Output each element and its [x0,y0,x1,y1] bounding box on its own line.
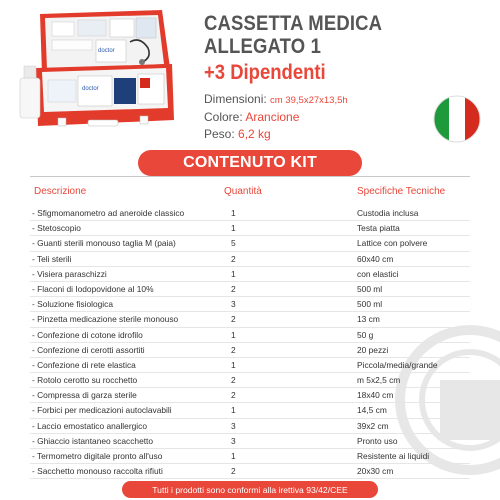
column-header-description: Descrizione [34,186,87,197]
item-spec: Piccola/media/grande [357,359,438,370]
table-row [0,221,500,236]
item-spec: 20 pezzi [357,344,389,355]
dimensions-value: cm 39,5x27x13,5h [270,95,348,106]
item-quantity: 2 [231,283,236,294]
banner-divider [30,176,470,177]
item-description: - Visiera paraschizzi [32,268,107,279]
item-description: - Forbici per medicazioni autoclavabili [32,405,172,416]
item-description: - Sacchetto monouso raccolta rifiuti [32,466,163,477]
column-header-quantity: Quantità [224,186,262,197]
svg-text:doctor: doctor [82,86,99,92]
item-quantity: 1 [231,405,236,416]
svg-text:doctor: doctor [98,48,115,54]
item-spec: 500 ml [357,283,383,294]
item-description: - Termometro digitale pronto all'uso [32,451,163,461]
item-quantity: 2 [231,253,236,264]
table-row [0,252,500,267]
item-description: - Ghiaccio istantaneo scacchetto [32,435,154,446]
weight-label: Peso: [204,127,239,141]
item-quantity: 2 [231,375,236,386]
item-spec: 13 cm [357,314,380,325]
item-quantity: 3 [231,299,236,310]
table-row [0,464,500,479]
product-title-line2: ALLEGATO 1 [204,35,322,58]
item-description: - Laccio emostatico anallergico [32,420,147,431]
color-label: Colore: [204,110,246,124]
item-description: - Rotolo cerotto su rocchetto [32,375,138,386]
table-row [0,403,500,418]
item-spec: Custodia inclusa [357,208,419,218]
item-quantity: 1 [231,223,236,234]
item-quantity: 1 [231,329,236,340]
table-row [0,267,500,282]
table-body [0,206,500,479]
item-spec: con elastici [357,268,399,279]
table-row [0,388,500,403]
table-row [0,282,500,297]
table-row [0,419,500,434]
item-quantity: 1 [231,359,236,370]
item-quantity: 3 [231,420,236,431]
table-row [0,206,500,221]
item-spec: 500 ml [357,299,383,310]
table-row [0,312,500,327]
product-subtitle: +3 Dipendenti [204,61,326,84]
compliance-footer: Tutti i prodotti sono conformi alla irettiva 93/42/CEE [122,481,378,498]
color-value: Arancione [245,110,300,124]
item-spec: 50 g [357,329,374,340]
item-quantity: 1 [231,208,236,218]
table-row [0,328,500,343]
item-spec: m 5x2,5 cm [357,375,401,386]
item-description: - Guanti sterili monouso taglia M (paia) [32,238,176,249]
table-row [0,373,500,388]
item-spec: Pronto uso [357,435,398,446]
item-quantity: 2 [231,344,236,355]
item-quantity: 2 [231,314,236,325]
italy-flag-icon [432,94,482,144]
row-divider [30,478,470,479]
contents-banner: CONTENUTO KIT [138,150,362,176]
item-spec: 39x2 cm [357,420,389,431]
item-quantity: 2 [231,466,236,477]
item-spec: 18x40 cm [357,390,394,401]
item-description: - Soluzione fisiologica [32,299,114,310]
product-title: CASSETTA MEDICA [204,12,383,35]
item-spec: Testa piatta [357,223,400,234]
item-quantity: 1 [231,268,236,279]
item-quantity: 3 [231,435,236,446]
table-row [0,449,500,464]
item-spec: 20x30 cm [357,466,394,477]
item-description: - Flaconi di Iodopovidone al 10% [32,283,154,294]
item-quantity: 5 [231,238,236,249]
item-description: - Sfigmomanometro ad aneroide classico [32,208,185,218]
item-description: - Stetoscopio [32,223,81,234]
table-row [0,358,500,373]
table-row [0,434,500,449]
item-description: - Confezione di cerotti assortiti [32,344,145,355]
item-quantity: 1 [231,451,236,461]
item-description: - Compressa di garza sterile [32,390,137,401]
item-description: - Confezione di cotone idrofilo [32,329,143,340]
item-description: - Teli sterili [32,253,72,264]
item-spec: 60x40 cm [357,253,394,264]
item-spec: 14,5 cm [357,405,387,416]
first-aid-kit-image [12,8,177,136]
table-row [0,343,500,358]
dimensions-label: Dimensioni: [204,92,271,106]
table-row [0,297,500,312]
item-spec: Resistente ai liquidi [357,451,430,461]
item-quantity: 2 [231,390,236,401]
weight-value: 6,2 kg [238,127,271,141]
item-description: - Confezione di rete elastica [32,359,136,370]
item-spec: Lattice con polvere [357,238,428,249]
column-header-specs: Specifiche Tecniche [357,186,446,197]
table-row [0,236,500,251]
item-description: - Pinzetta medicazione sterile monouso [32,314,179,325]
